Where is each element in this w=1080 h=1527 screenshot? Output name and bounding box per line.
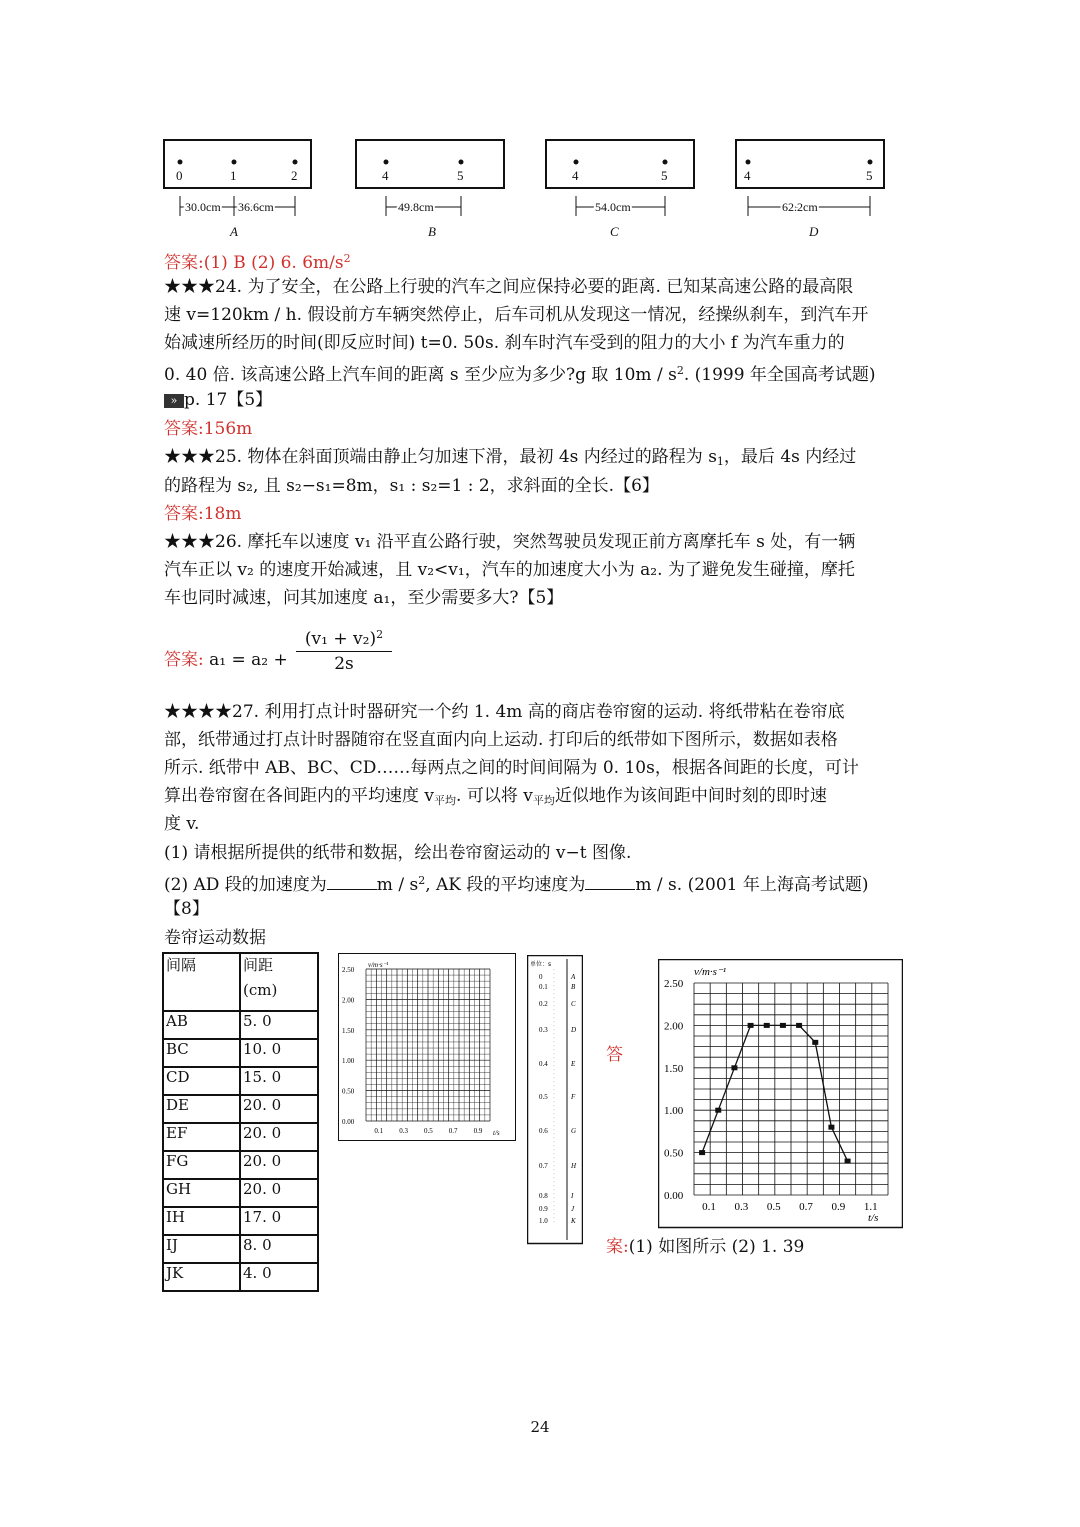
distance-cell: 10. 0 xyxy=(240,1039,318,1067)
q25-line2: 的路程为 s₂, 且 s₂−s₁=8m，s₁ : s₂=1 : 2，求斜面的全长.【6】 xyxy=(164,476,659,496)
q24-ref: p. 17【5】 xyxy=(184,390,273,410)
table-row xyxy=(163,1095,318,1123)
table-row xyxy=(163,1039,318,1067)
answer-label: 答案: xyxy=(164,504,204,524)
tape-time-label: 0.6 xyxy=(539,1127,548,1135)
answer-blank-2[interactable] xyxy=(585,875,635,890)
motion-data-table xyxy=(162,952,319,1292)
q27-sub-avg1: 平均 xyxy=(434,794,457,807)
chart-xtick: 0.3 xyxy=(734,1201,749,1213)
tape-c-point-4: 4 xyxy=(572,168,579,183)
chart-data-point xyxy=(764,1023,770,1028)
tape-d-label: D xyxy=(809,224,819,239)
formula-fraction xyxy=(296,628,392,674)
q24-line4 xyxy=(164,361,876,385)
chart-xtick: 1.1 xyxy=(863,1201,878,1213)
q27-line3: 所示. 纸带中 AB、BC、CD……每两点之间的时间间隔为 0. 10s，根据各间距的长度，可计 xyxy=(164,758,859,778)
q24-line4-sup: 2 xyxy=(676,364,684,377)
empty-grid-ylabel: v/m·s⁻¹ xyxy=(368,961,389,969)
empty-grid-ytick: 1.50 xyxy=(342,1026,355,1035)
q24-ref-line xyxy=(164,390,272,410)
tape-time-label: 0.1 xyxy=(539,983,548,991)
tape-a-point-0: 0 xyxy=(176,168,183,183)
q26-line3: 车也同时减速，问其加速度 a₁，至少需要多大?【5】 xyxy=(164,588,564,608)
tape-a-point-1: 1 xyxy=(230,168,237,183)
tape-b-point-4: 4 xyxy=(382,168,389,183)
q24-line4-end: . (1999 年全国高考试题) xyxy=(683,365,876,385)
tape-a-point-2: 2 xyxy=(291,168,298,183)
q25-line1-text: ★★★25. 物体在斜面顶端由静止匀加速下滑，最初 4s 内经过的路程为 s xyxy=(164,447,717,467)
tape-time-label: 0.8 xyxy=(539,1192,548,1200)
table-row xyxy=(163,1151,318,1179)
tape-time-label: 1.0 xyxy=(539,1217,548,1225)
table-row xyxy=(163,1235,318,1263)
chart-data-point xyxy=(699,1150,705,1155)
chart-data-point xyxy=(748,1023,754,1028)
answer-label: 答案: xyxy=(164,253,204,273)
q27-answer-char2: 案: xyxy=(606,1237,629,1257)
ticker-tape-strip xyxy=(527,955,583,1245)
q27-line4c: 近似地作为该间距中间时刻的即时速 xyxy=(554,786,827,806)
formula-num-sup: 2 xyxy=(376,628,384,641)
chart-data-point xyxy=(780,1023,786,1028)
distance-cell: 20. 0 xyxy=(240,1179,318,1207)
q26-line1: ★★★26. 摩托车以速度 v₁ 沿平直公路行驶，突然驾驶员发现正前方离摩托车 s 处，有一辆 xyxy=(164,532,856,552)
q27-answer-text: (1) 如图所示 (2) 1. 39 xyxy=(628,1237,805,1257)
q27-line4b: . 可以将 v xyxy=(456,786,533,806)
table-row xyxy=(163,1011,318,1039)
tape-c-point-5: 5 xyxy=(661,168,668,183)
tape-time-label: 0.5 xyxy=(539,1093,548,1101)
q27-line1: ★★★★27. 利用打点计时器研究一个约 1. 4m 高的商店卷帘窗的运动. 将纸带粘在卷帘底 xyxy=(164,702,845,722)
q23-answer-sup: 2 xyxy=(343,252,351,265)
empty-grid-xlabel: t/s xyxy=(493,1129,500,1137)
q27-sub-avg2: 平均 xyxy=(532,794,555,807)
distance-cell: 17. 0 xyxy=(240,1207,318,1235)
chart-data-point xyxy=(796,1023,802,1028)
q25-line1-sub: 1 xyxy=(716,455,724,468)
tape-time-label: 0.4 xyxy=(539,1060,548,1068)
chart-xtick: 0.9 xyxy=(831,1201,846,1213)
tape-time-label: 0 xyxy=(539,973,543,981)
chart-xlabel: t/s xyxy=(868,1212,879,1224)
page-number: 24 xyxy=(530,1418,550,1436)
header-distance-label: 间距 xyxy=(243,956,274,974)
tape-time-label: 0.7 xyxy=(539,1162,548,1170)
tape-a-label: A xyxy=(230,224,238,239)
formula-lhs: a₁ = a₂ + xyxy=(209,650,288,670)
empty-grid-xtick: 0.1 xyxy=(374,1127,384,1135)
tape-a-dist2: 36.6cm xyxy=(238,200,274,214)
tape-point-letter: I xyxy=(571,1192,574,1200)
q24-answer xyxy=(164,419,252,439)
q27-line7c: , AK 段的平均速度为 xyxy=(425,875,586,895)
q27-line8: 【8】 xyxy=(164,899,209,919)
chart-xtick: 0.5 xyxy=(766,1201,781,1213)
tape-time-label: 0.9 xyxy=(539,1205,548,1213)
q23-answer xyxy=(164,249,351,273)
empty-grid-ytick: 0.50 xyxy=(342,1087,355,1096)
q24-answer-text: 156m xyxy=(203,419,253,439)
q26-line2: 汽车正以 v₂ 的速度开始减速，且 v₂<v₁，汽车的加速度大小为 a₂. 为了避免发生碰撞，摩托 xyxy=(164,560,855,580)
distance-cell: 5. 0 xyxy=(240,1011,318,1039)
table-row xyxy=(163,1123,318,1151)
empty-grid-ytick: 2.50 xyxy=(342,966,355,974)
empty-grid-ytick: 2.00 xyxy=(342,996,355,1005)
q27-line7 xyxy=(164,871,869,895)
q27-line6: (1) 请根据所提供的纸带和数据，绘出卷帘窗运动的 v−t 图像. xyxy=(164,843,632,863)
q27-answer-char1: 答 xyxy=(606,1045,623,1065)
distance-cell: 20. 0 xyxy=(240,1095,318,1123)
answer-blank-1[interactable] xyxy=(327,875,377,890)
q25-line1 xyxy=(164,447,856,472)
q26-answer xyxy=(164,645,288,670)
table-title: 卷帘运动数据 xyxy=(164,928,266,948)
distance-cell: 20. 0 xyxy=(240,1151,318,1179)
chart-ylabel: v/m·s⁻¹ xyxy=(694,966,727,978)
interval-cell: JK xyxy=(163,1263,240,1291)
distance-cell: 4. 0 xyxy=(240,1263,318,1291)
tape-point-letter: K xyxy=(571,1217,576,1225)
q25-answer-text: 18m xyxy=(203,504,242,524)
q27-answer xyxy=(606,1232,804,1257)
tape-point-letter: A xyxy=(571,973,576,981)
chart-xtick: 0.7 xyxy=(799,1201,813,1213)
chart-ytick: 1.50 xyxy=(664,1062,684,1075)
q27-line4a: 算出卷帘窗在各间距内的平均速度 v xyxy=(164,786,435,806)
tape-point-letter: F xyxy=(571,1093,576,1101)
empty-vt-grid xyxy=(338,953,516,1141)
chart-data-point xyxy=(828,1125,834,1130)
table-row xyxy=(163,1067,318,1095)
empty-grid-ytick: 0.00 xyxy=(342,1118,355,1126)
chart-data-point xyxy=(845,1159,851,1164)
tape-point-letter: B xyxy=(571,983,576,991)
q23-answer-text: (1) B (2) 6. 6m/s xyxy=(203,253,344,273)
interval-cell: IJ xyxy=(163,1235,240,1263)
table-row xyxy=(163,1179,318,1207)
tape-c-dist: 54.0cm xyxy=(595,200,631,214)
interval-cell: DE xyxy=(163,1095,240,1123)
tape-point-letter: G xyxy=(571,1127,577,1135)
tape-c-label: C xyxy=(610,224,619,239)
q27-line7-sup: 2 xyxy=(418,874,426,887)
header-distance-unit: (cm) xyxy=(243,981,278,999)
empty-grid-xtick: 0.3 xyxy=(399,1127,408,1135)
interval-cell: FG xyxy=(163,1151,240,1179)
tape-time-label: 0.2 xyxy=(539,1000,548,1008)
table-row xyxy=(163,1263,318,1291)
answer-label: 答案: xyxy=(164,650,204,670)
table-header-row xyxy=(163,953,318,1011)
tape-time-label: 0.3 xyxy=(539,1026,548,1034)
answer-label: 答案: xyxy=(164,419,204,439)
chart-ytick: 0.50 xyxy=(664,1147,684,1160)
tape-point-letter: J xyxy=(571,1205,575,1213)
tape-d-point-5: 5 xyxy=(866,168,873,183)
tape-figures xyxy=(150,132,910,242)
tape-b-label: B xyxy=(428,224,436,239)
chart-ytick: 0.00 xyxy=(664,1190,684,1202)
formula-denominator: 2s xyxy=(334,654,354,674)
tape-d-dist: 62.2cm xyxy=(782,200,818,214)
chart-ytick: 2.00 xyxy=(664,1020,684,1033)
header-distance xyxy=(240,953,318,1011)
q24-line4-text: 0. 40 倍. 该高速公路上汽车间的距离 s 至少应为多少?g 取 10m / s xyxy=(164,365,677,385)
tape-b-point-5: 5 xyxy=(457,168,464,183)
q27-line7b: m / s xyxy=(376,875,419,895)
tape-point-letter: D xyxy=(571,1026,577,1034)
empty-grid-ytick: 1.00 xyxy=(342,1057,355,1066)
q27-line7d: m / s. (2001 年上海高考试题) xyxy=(635,875,869,895)
empty-grid-xtick: 0.7 xyxy=(448,1127,458,1135)
interval-cell: EF xyxy=(163,1123,240,1151)
q27-line7a: (2) AD 段的加速度为 xyxy=(164,875,327,895)
tape-point-letter: E xyxy=(571,1060,576,1068)
q27-line5: 度 v. xyxy=(164,814,200,834)
chart-data-point xyxy=(812,1040,818,1045)
chart-ytick: 1.00 xyxy=(664,1105,684,1118)
chart-ytick: 2.50 xyxy=(664,978,684,990)
vt-answer-chart xyxy=(658,959,903,1229)
interval-cell: CD xyxy=(163,1067,240,1095)
empty-grid-xtick: 0.5 xyxy=(424,1127,433,1135)
formula-numerator: (v₁ + v₂) xyxy=(304,629,377,649)
link-arrow-icon[interactable]: » xyxy=(164,394,184,408)
interval-cell: BC xyxy=(163,1039,240,1067)
tape-a-dist1: 30.0cm xyxy=(185,200,221,214)
q27-line4 xyxy=(164,786,827,811)
tape-point-letter: H xyxy=(571,1162,577,1170)
tape-b-dist: 49.8cm xyxy=(398,200,434,214)
interval-cell: AB xyxy=(163,1011,240,1039)
distance-cell: 15. 0 xyxy=(240,1067,318,1095)
tape-point-letter: C xyxy=(571,1000,576,1008)
q27-line2: 部，纸带通过打点计时器随帘在竖直面内向上运动. 打印后的纸带如下图所示，数据如表格 xyxy=(164,730,838,750)
tape-unit: 单位：s xyxy=(530,961,552,968)
q24-line1: ★★★24. 为了安全，在公路上行驶的汽车之间应保持必要的距离. 已知某高速公路的最高限 xyxy=(164,277,854,297)
distance-cell: 8. 0 xyxy=(240,1235,318,1263)
empty-grid-xtick: 0.9 xyxy=(473,1127,483,1135)
q24-line3: 始减速所经历的时间(即反应时间) t=0. 50s. 刹车时汽车受到的阻力的大小 f 为汽车重力的 xyxy=(164,333,845,353)
interval-cell: GH xyxy=(163,1179,240,1207)
tape-d-point-4: 4 xyxy=(744,168,751,183)
q24-line2: 速 v=120km / h. 假设前方车辆突然停止，后车司机从发现这一情况，经操纵刹车，到汽车开 xyxy=(164,305,869,325)
chart-data-point xyxy=(715,1108,721,1113)
q25-answer xyxy=(164,504,242,524)
table-row xyxy=(163,1207,318,1235)
chart-data-point xyxy=(731,1065,737,1070)
distance-cell: 20. 0 xyxy=(240,1123,318,1151)
chart-xtick: 0.1 xyxy=(702,1201,716,1213)
header-interval: 间隔 xyxy=(163,953,240,1011)
interval-cell: IH xyxy=(163,1207,240,1235)
q25-line1-end: ，最后 4s 内经过 xyxy=(723,447,857,467)
